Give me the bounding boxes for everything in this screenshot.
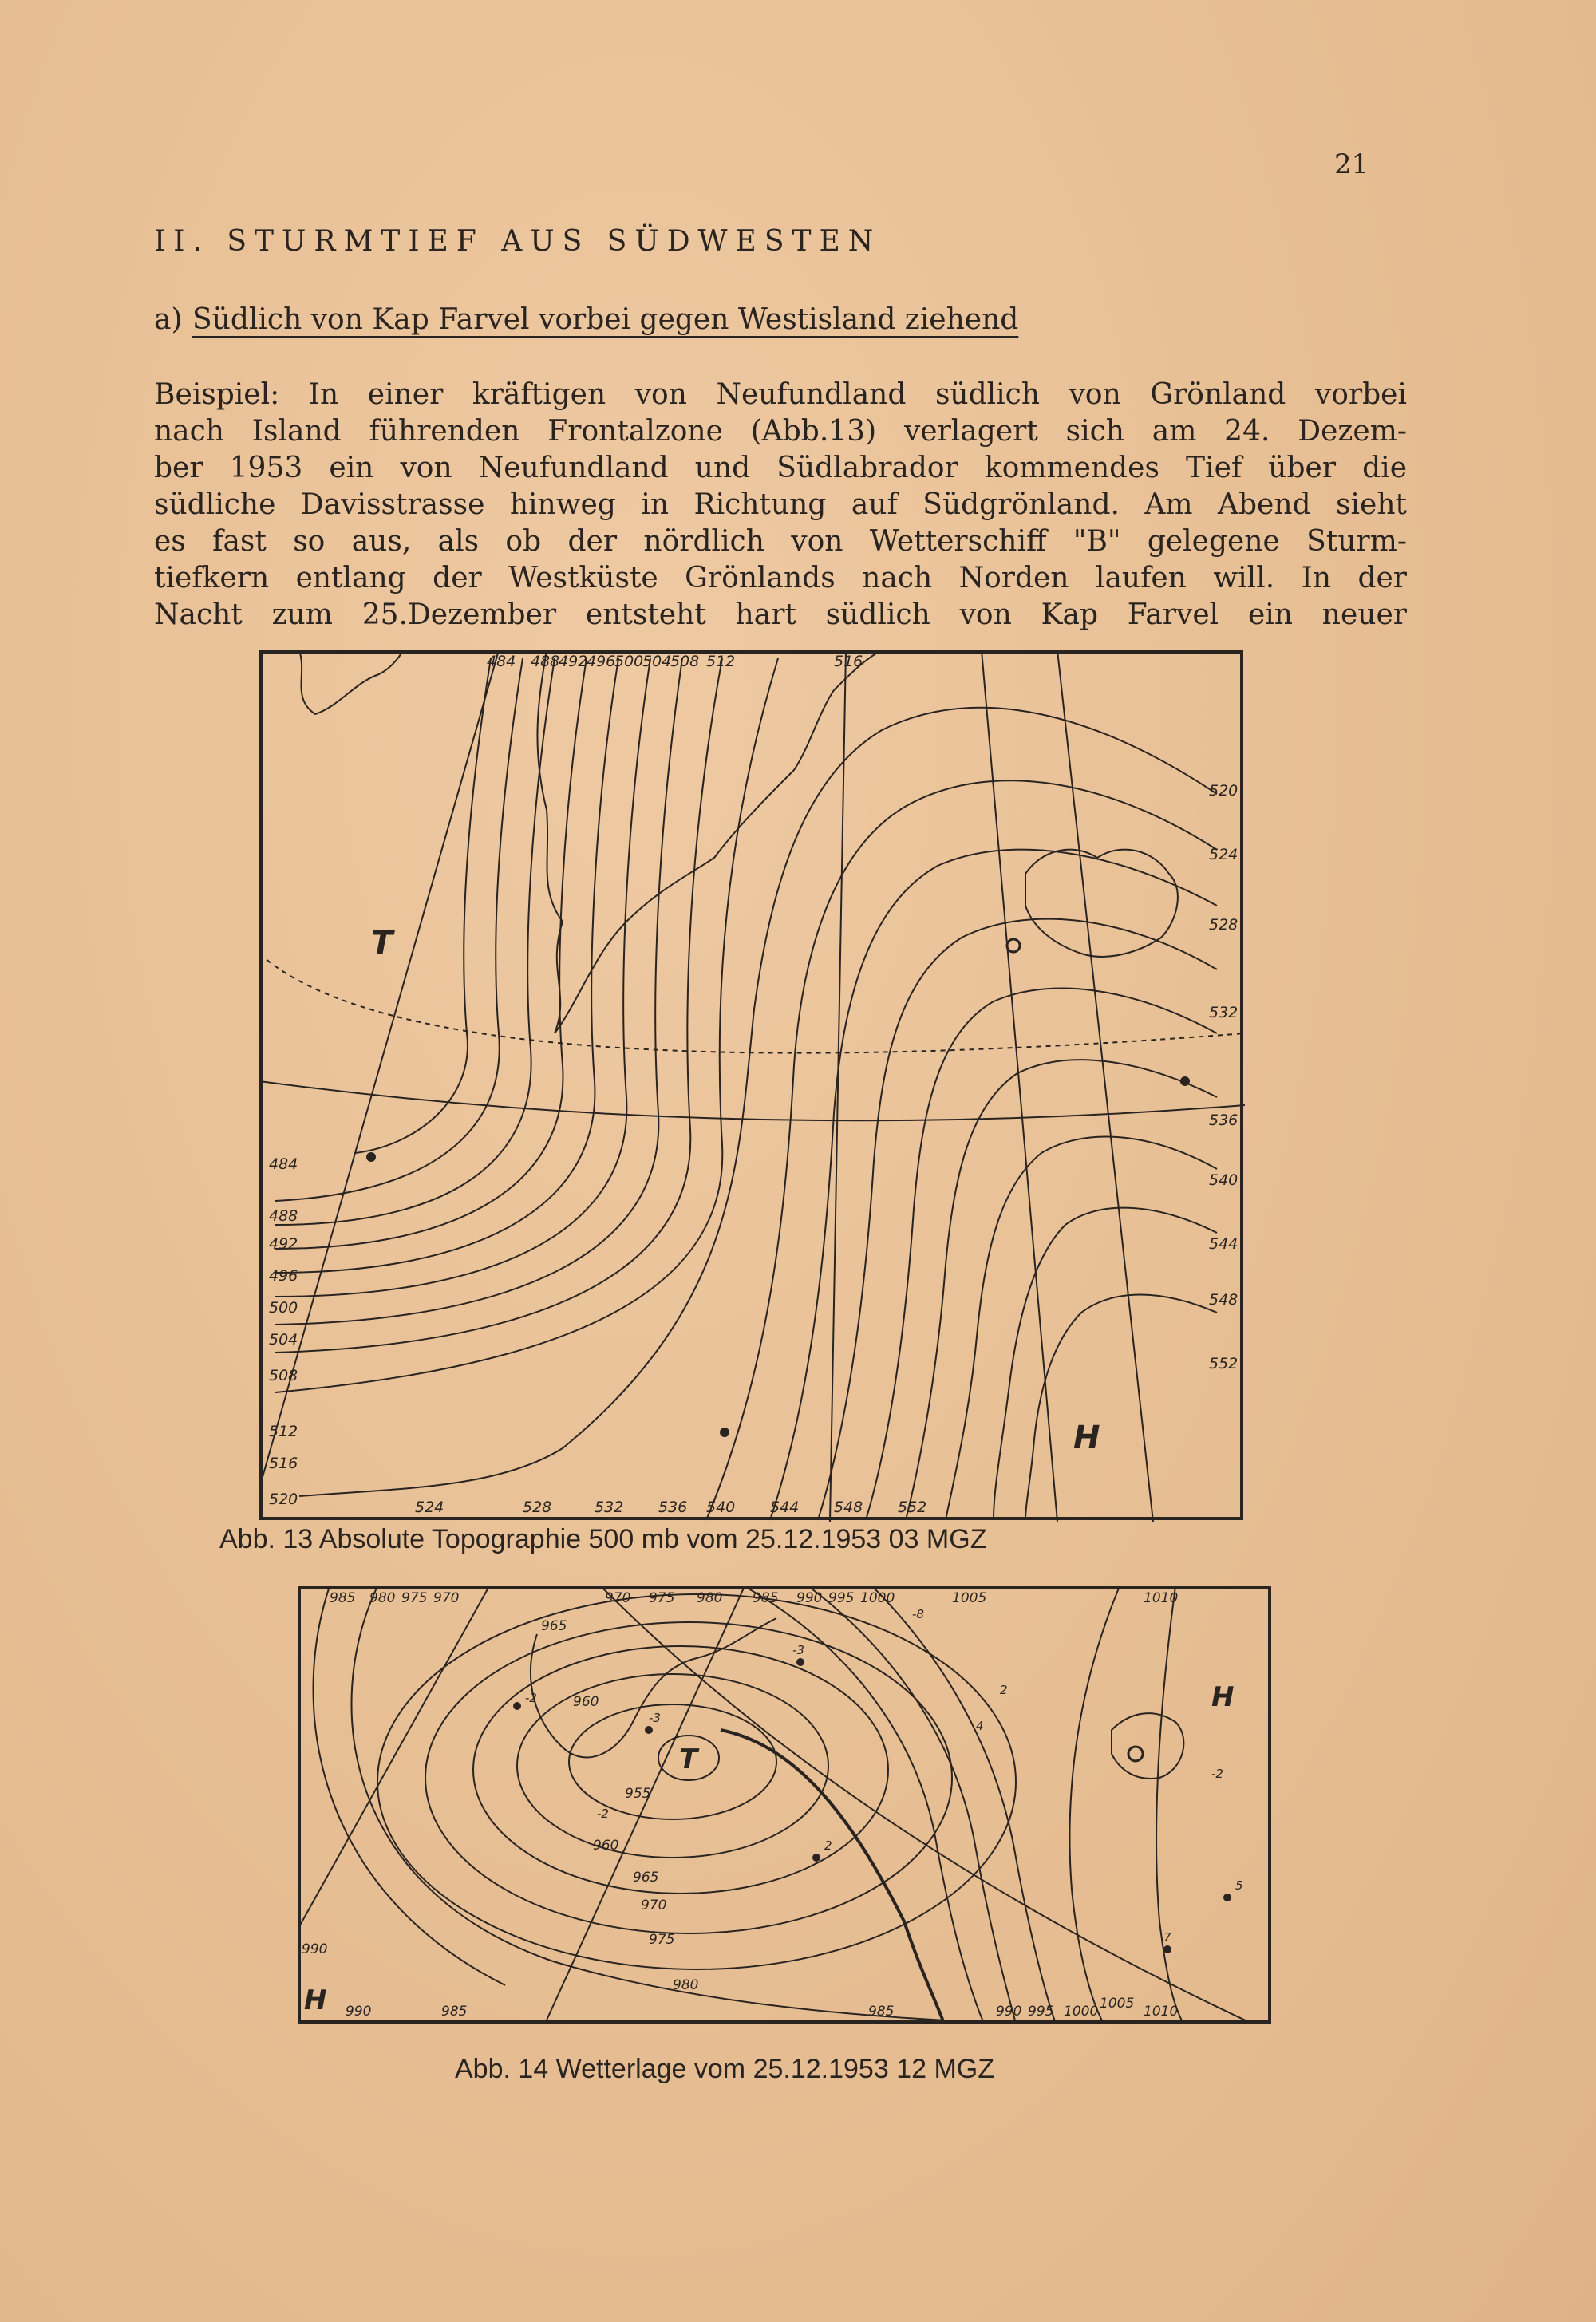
isobar-label: 975 [401, 1590, 428, 1606]
isohypse-line [818, 919, 1217, 1520]
high-label: H [1073, 1420, 1100, 1456]
isohypse-line [275, 658, 618, 1273]
station-value: -3 [649, 1711, 661, 1725]
isobar-label: 960 [573, 1694, 599, 1710]
body-line: es fast so aus, als ob der nördlich von Wetterschiff "B" gelegene Sturm- [154, 525, 1407, 558]
station-marker [1180, 1076, 1190, 1086]
isobar-label: 990 [302, 1941, 328, 1957]
isohypse-label: 492 [269, 1235, 298, 1253]
longitude-line [298, 1586, 489, 1929]
chapter-title: II. STURMTIEF AUS SÜDWESTEN [154, 225, 882, 258]
greenland-coast [537, 650, 882, 1033]
isobar-label: 985 [441, 2004, 468, 2020]
body-line: nach Island führenden Frontalzone (Abb.13) verlagert sich am 24. Dezem- [154, 415, 1407, 448]
isohypse-label: 536 [1209, 1112, 1238, 1129]
station-marker [366, 1152, 376, 1162]
isohypse-label: 524 [415, 1499, 444, 1516]
isohypse-label: 508 [670, 653, 700, 670]
longitude-line [830, 650, 846, 1522]
isohypse-label: 504 [269, 1331, 298, 1349]
isobar-label: 1010 [1144, 1590, 1179, 1606]
isohypse-label: 540 [1209, 1171, 1238, 1189]
isohypse-line [275, 658, 587, 1249]
isobar-label: 990 [996, 2004, 1022, 2020]
body-line: südliche Davisstrasse hinweg in Richtung auf Südgrönland. Am Abend sieht [154, 488, 1407, 521]
isobar-line [872, 1586, 1056, 2024]
isohypse-label: 508 [269, 1367, 298, 1384]
isohypse-label: 512 [706, 653, 736, 670]
isobar-label: 985 [753, 1590, 779, 1606]
isohypse-line [866, 989, 1217, 1520]
isobar-label: 1000 [1064, 2004, 1099, 2020]
body-paragraph [154, 377, 1407, 634]
isohypse-label: 544 [1209, 1235, 1238, 1253]
isobar-label: 1010 [1144, 2004, 1179, 2020]
iceland-coast [1025, 850, 1178, 957]
low-label: T [371, 925, 393, 962]
station-marker [1223, 1894, 1231, 1901]
isobar-label: 970 [433, 1590, 460, 1606]
isohypse-label: 524 [1209, 846, 1238, 863]
isohypse-label: 496 [269, 1267, 298, 1285]
isohypse-label: 540 [706, 1499, 736, 1516]
high-label: H [1211, 1681, 1235, 1713]
isohypse-line [275, 658, 523, 1201]
isobar-label: 990 [796, 1590, 823, 1606]
isohypse-label: 516 [834, 653, 863, 670]
isohypse-label: 532 [1209, 1004, 1238, 1021]
section-prefix: a) [154, 303, 183, 336]
body-line: ber 1953 ein von Neufundland und Südlabrador kommendes Tief über die [154, 452, 1407, 484]
longitude-line [259, 650, 499, 1488]
isohypse-label: 544 [770, 1499, 800, 1516]
isobar-label: 955 [625, 1786, 651, 1802]
station-marker [645, 1726, 653, 1734]
isobar-label: 990 [346, 2004, 372, 2020]
section-title: Südlich von Kap Farvel vorbei gegen Westisland ziehend [192, 303, 1019, 336]
isohypse-label: 496 [587, 653, 616, 670]
low-label: T [679, 1743, 698, 1775]
station-value: -8 [912, 1607, 924, 1621]
figure-14-map [298, 1586, 1273, 2024]
isobar-label: 960 [593, 1838, 619, 1854]
figure-14-caption: Abb. 14 Wetterlage vom 25.12.1953 12 MGZ [455, 2054, 994, 2084]
isobar-label: 975 [649, 1590, 675, 1606]
station-value: 5 [1235, 1878, 1243, 1893]
isobar-line [517, 1674, 828, 1858]
station-marker [1163, 1945, 1171, 1953]
isohypse-line [770, 850, 1217, 1520]
map-frame [299, 1588, 1270, 2022]
isohypse-label: 484 [269, 1155, 298, 1173]
isobar-line [1156, 1586, 1183, 2024]
isobar-label: 980 [369, 1590, 396, 1606]
isohypse-label: 552 [1209, 1355, 1238, 1372]
isobar-label: 965 [633, 1870, 659, 1886]
cold-front [721, 1730, 944, 2024]
isobar-label: 980 [697, 1590, 723, 1606]
labrador-coast [299, 650, 403, 714]
isobar-label: 965 [541, 1618, 567, 1634]
station-value: -2 [597, 1807, 609, 1821]
isohypse-label: 520 [269, 1491, 298, 1508]
body-line: Beispiel: In einer kräftigen von Neufundland südlich von Grönland vorbei [154, 378, 1407, 411]
isobar-label: 1005 [1100, 1996, 1135, 2012]
isohypse-label: 528 [523, 1499, 552, 1516]
station-value: -2 [1211, 1767, 1223, 1781]
isohypse-label: 488 [269, 1207, 298, 1225]
figure-13-caption: Abb. 13 Absolute Topographie 500 mb vom 25.12.1953 03 MGZ [219, 1524, 987, 1554]
station-value: 7 [1163, 1930, 1171, 1945]
station-marker [513, 1702, 521, 1710]
isobar-line [569, 1704, 776, 1819]
isohypse-label: 484 [487, 653, 516, 670]
body-line: Nacht zum 25.Dezember entsteht hart südlich von Kap Farvel ein neuer [154, 598, 1407, 631]
isohypse-label: 532 [595, 1499, 624, 1516]
isohypse-label: 536 [658, 1499, 688, 1516]
longitude-line [1057, 650, 1153, 1522]
latitude-line [259, 1081, 1245, 1120]
latitude-line [601, 1586, 1273, 2024]
isobar-line [808, 1586, 1016, 2024]
isohypse-label: 500 [269, 1299, 298, 1317]
isobar-label: 1000 [860, 1590, 895, 1606]
isobar-line [351, 1586, 1000, 2024]
isobar-label: 980 [673, 1977, 699, 1993]
isobar-label: 995 [1028, 2004, 1054, 2020]
station-value: 4 [976, 1719, 984, 1733]
isohypse-label: 512 [269, 1423, 298, 1440]
isohypse-line [906, 1060, 1217, 1520]
station-value: -2 [525, 1691, 537, 1705]
map-frame [261, 652, 1242, 1518]
isohypse-line [994, 1208, 1217, 1520]
isohypse-line [275, 658, 682, 1325]
station-value: 2 [824, 1838, 832, 1853]
station-marker [1128, 1747, 1143, 1761]
isohypse-label: 500 [614, 653, 644, 670]
figure-13-map [259, 650, 1245, 1522]
station-marker [812, 1854, 820, 1862]
station-marker [796, 1658, 804, 1666]
isobar-label: 975 [649, 1932, 675, 1948]
isohypse-line [275, 658, 778, 1392]
isohypse-label: 516 [269, 1455, 298, 1472]
station-marker [1007, 939, 1020, 952]
body-line: tiefkern entlang der Westküste Grönlands nach Norden laufen will. In der [154, 562, 1407, 594]
isobar-label: 970 [641, 1897, 667, 1913]
isohypse-label: 488 [531, 653, 560, 670]
isohypse-line [275, 658, 650, 1297]
isohypse-label: 552 [898, 1499, 927, 1516]
isobar-label: 985 [868, 2004, 895, 2020]
isohypse-label: 520 [1209, 782, 1238, 800]
station-marker [720, 1428, 729, 1437]
station-value: -3 [792, 1643, 804, 1657]
isohypse-line [946, 1137, 1217, 1520]
isohypse-label: 492 [559, 653, 588, 670]
isohypse-label: 548 [834, 1499, 863, 1516]
isobar-label: 985 [330, 1590, 356, 1606]
isobar-label: 995 [828, 1590, 855, 1606]
iceland-coast [1112, 1713, 1183, 1779]
page-number: 21 [1334, 148, 1369, 180]
isobar-label: 970 [605, 1590, 631, 1606]
isohypse-label: 504 [642, 653, 672, 670]
isobar-line [1070, 1586, 1120, 2024]
station-value: 2 [1000, 1683, 1008, 1697]
isohypse-label: 528 [1209, 916, 1238, 934]
isobar-label: 1005 [952, 1590, 987, 1606]
isohypse-label: 548 [1209, 1291, 1238, 1309]
high-label: H [304, 1984, 327, 2016]
isohypse-line [355, 658, 491, 1153]
